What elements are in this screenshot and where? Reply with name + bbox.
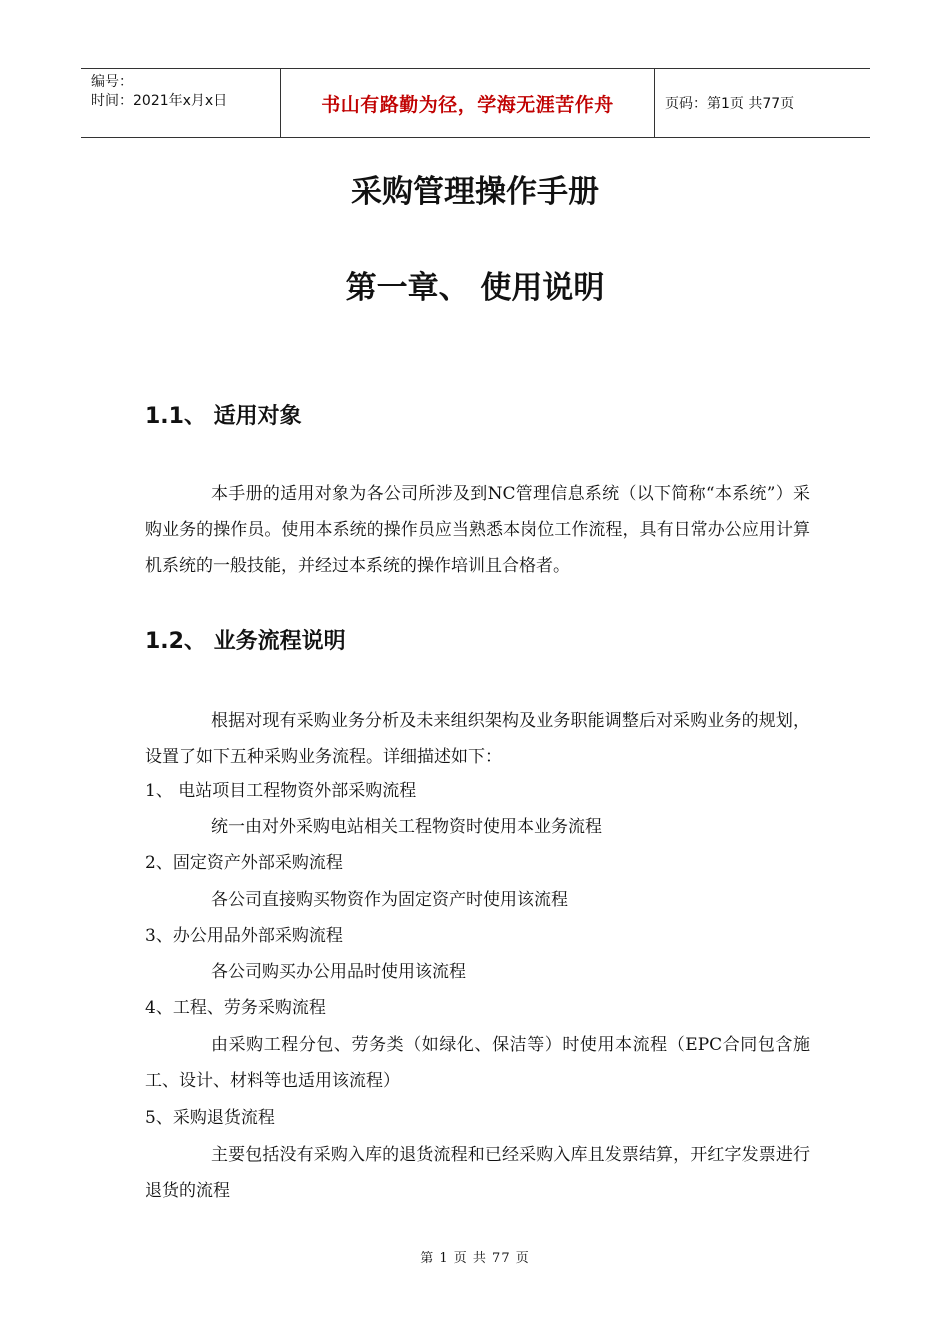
process-title: 2、固定资产外部采购流程 bbox=[145, 853, 343, 873]
header-motto: 书山有路勤为径，学海无涯苦作舟 bbox=[281, 69, 655, 137]
process-description: 主要包括没有采购入库的退货流程和已经采购入库且发票结算，开红字发票进行退货的流程 bbox=[145, 1145, 810, 1201]
process-description: 统一由对外采购电站相关工程物资时使用本业务流程 bbox=[211, 817, 602, 837]
process-title: 1、 电站项目工程物资外部采购流程 bbox=[145, 781, 417, 801]
serial-label: 编号： bbox=[91, 74, 133, 90]
chapter-title: 第一章、 使用说明 bbox=[345, 270, 605, 306]
process-title: 3、办公用品外部采购流程 bbox=[145, 926, 343, 946]
process-description: 由采购工程分包、劳务类（如绿化、保洁等）时使用本流程（EPC合同包含施工、设计、材料等也适用该流程） bbox=[145, 1035, 810, 1091]
document-title: 采购管理操作手册 bbox=[351, 174, 599, 210]
process-description: 各公司直接购买物资作为固定资产时使用该流程 bbox=[211, 890, 568, 910]
process-title: 5、采购退货流程 bbox=[145, 1108, 275, 1128]
header-page-info: 页码：第1页 共77页 bbox=[665, 96, 795, 112]
section-heading-1-2: 1.2、 业务流程说明 bbox=[145, 629, 346, 654]
section-1-2-paragraph: 根据对现有采购业务分析及未来组织架构及业务职能调整后对采购业务的规划，设置了如下五种采购业务流程。详细描述如下： bbox=[145, 711, 810, 767]
header-meta bbox=[81, 69, 281, 137]
process-title: 4、工程、劳务采购流程 bbox=[145, 998, 326, 1018]
process-description: 各公司购买办公用品时使用该流程 bbox=[211, 962, 466, 982]
time-label: 时间：2021年x月x日 bbox=[91, 93, 228, 109]
section-heading-1-1: 1.1、 适用对象 bbox=[145, 404, 302, 429]
page-header bbox=[81, 68, 870, 138]
page-footer: 第 1 页 共 77 页 bbox=[420, 1251, 530, 1266]
section-1-1-paragraph: 本手册的适用对象为各公司所涉及到NC管理信息系统（以下简称“本系统”）采购业务的操作员。使用本系统的操作员应当熟悉本岗位工作流程，具有日常办公应用计算机系统的一般技能，并经过本系统的操作培训且合格者。 bbox=[145, 484, 810, 576]
